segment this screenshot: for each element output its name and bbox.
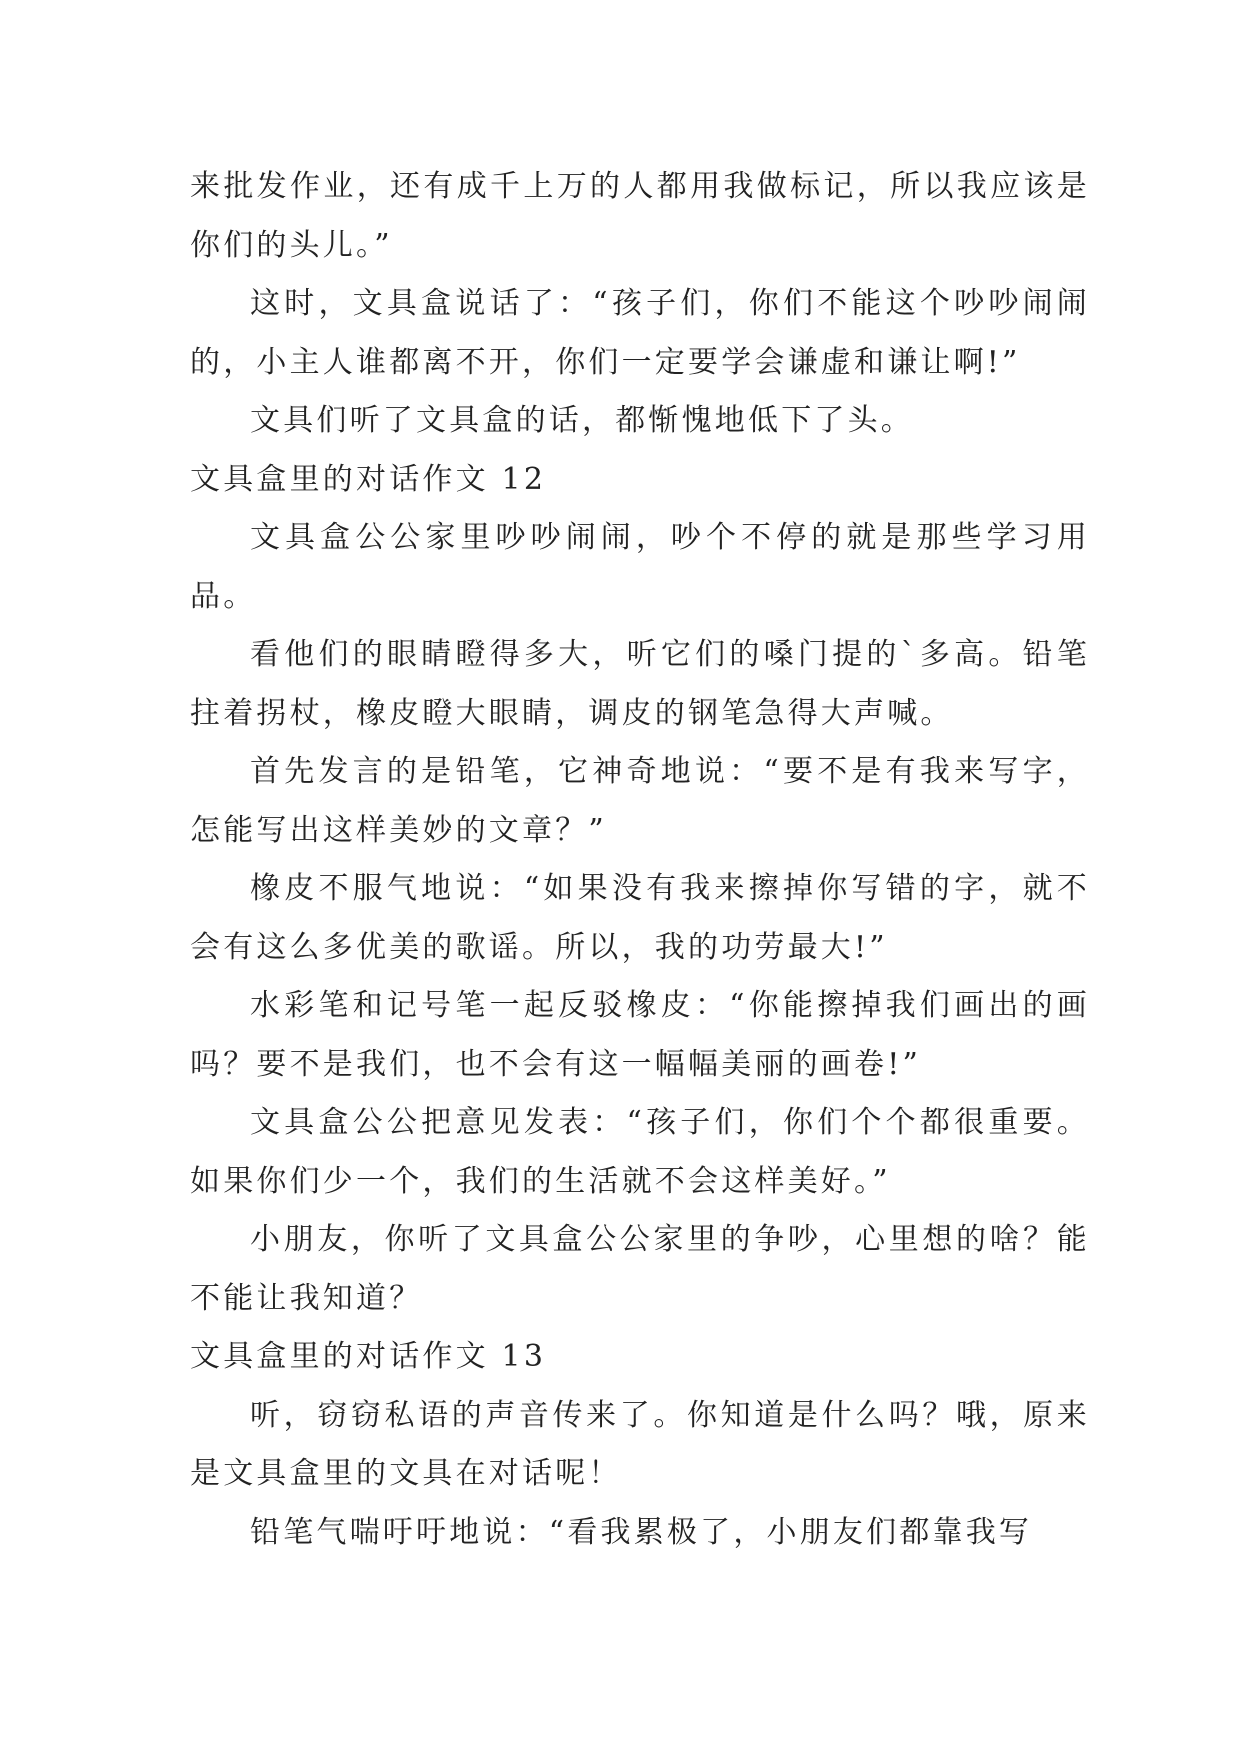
paragraph: 首先发言的是铅笔，它神奇地说：“要不是有我来写字，怎能写出这样美妙的文章？” <box>190 754 1090 848</box>
document-body <box>190 158 1090 1562</box>
paragraph: 水彩笔和记号笔一起反驳橡皮：“你能擦掉我们画出的画吗？要不是我们，也不会有这一幅幅美丽的画卷!” <box>190 988 1090 1082</box>
paragraph: 小朋友，你听了文具盒公公家里的争吵，心里想的啥？能不能让我知道？ <box>190 1222 1090 1316</box>
paragraph: 听，窃窃私语的声音传来了。你知道是什么吗？哦，原来是文具盒里的文具在对话呢！ <box>190 1397 1090 1491</box>
paragraph: 橡皮不服气地说：“如果没有我来擦掉你写错的字，就不会有这么多优美的歌谣。所以，我的功劳最大!” <box>190 871 1090 965</box>
section-heading-13: 文具盒里的对话作文 13 <box>190 1339 547 1374</box>
paragraph: 文具盒公公把意见发表：“孩子们，你们个个都很重要。如果你们少一个，我们的生活就不会这样美好。” <box>190 1105 1090 1199</box>
paragraph: 看他们的眼睛瞪得多大，听它们的嗓门提的`多高。铅笔拄着拐杖，橡皮瞪大眼睛，调皮的钢笔急得大声喊。 <box>190 637 1090 731</box>
paragraph-continuation: 来批发作业，还有成千上万的人都用我做标记，所以我应该是你们的头儿。” <box>190 169 1090 263</box>
paragraph: 文具盒公公家里吵吵闹闹，吵个不停的就是那些学习用品。 <box>190 520 1090 614</box>
section-heading-12: 文具盒里的对话作文 12 <box>190 461 547 497</box>
paragraph: 文具们听了文具盒的话，都惭愧地低下了头。 <box>250 403 914 438</box>
paragraph: 这时，文具盒说话了：“孩子们，你们不能这个吵吵闹闹的，小主人谁都离不开，你们一定要学会谦虚和谦让啊!” <box>190 286 1090 380</box>
paragraph: 铅笔气喘吁吁地说：“看我累极了，小朋友们都靠我写 <box>250 1514 1033 1550</box>
